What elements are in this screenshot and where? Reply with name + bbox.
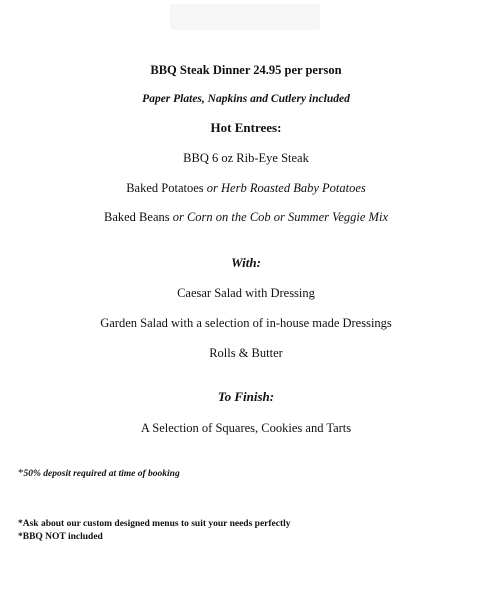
- deposit-note: [18, 467, 180, 480]
- side-garden-salad: Garden Salad with a selection of in-house made Dressings: [100, 316, 392, 330]
- faint-header-logo: [170, 4, 320, 30]
- deposit-star: *: [18, 467, 24, 479]
- entree-steak: BBQ 6 oz Rib-Eye Steak: [183, 151, 309, 165]
- bbq-not-included-note: *BBQ NOT included: [18, 532, 103, 542]
- potatoes-alternative: or Herb Roasted Baby Potatoes: [206, 181, 366, 195]
- hot-entrees-heading: Hot Entrees:: [210, 120, 282, 135]
- entree-potatoes: [0, 180, 492, 196]
- beans-main: Baked Beans: [104, 210, 173, 224]
- deposit-text: 50% deposit required at time of booking: [23, 469, 180, 479]
- menu-title: BBQ Steak Dinner 24.95 per person: [150, 63, 342, 77]
- custom-menus-note: *Ask about our custom designed menus to suit your needs perfectly: [18, 519, 291, 529]
- beans-alternative: or Corn on the Cob or Summer Veggie Mix: [172, 210, 388, 224]
- menu-subtitle: Paper Plates, Napkins and Cutlery included: [142, 93, 350, 105]
- entree-beans: [0, 209, 492, 225]
- side-caesar-salad: Caesar Salad with Dressing: [177, 286, 315, 300]
- side-rolls-butter: Rolls & Butter: [209, 346, 283, 360]
- dessert-selection: A Selection of Squares, Cookies and Tarts: [140, 421, 352, 435]
- with-heading: With:: [231, 255, 261, 270]
- finish-heading: To Finish:: [217, 389, 275, 404]
- potatoes-main: Baked Potatoes: [126, 181, 207, 195]
